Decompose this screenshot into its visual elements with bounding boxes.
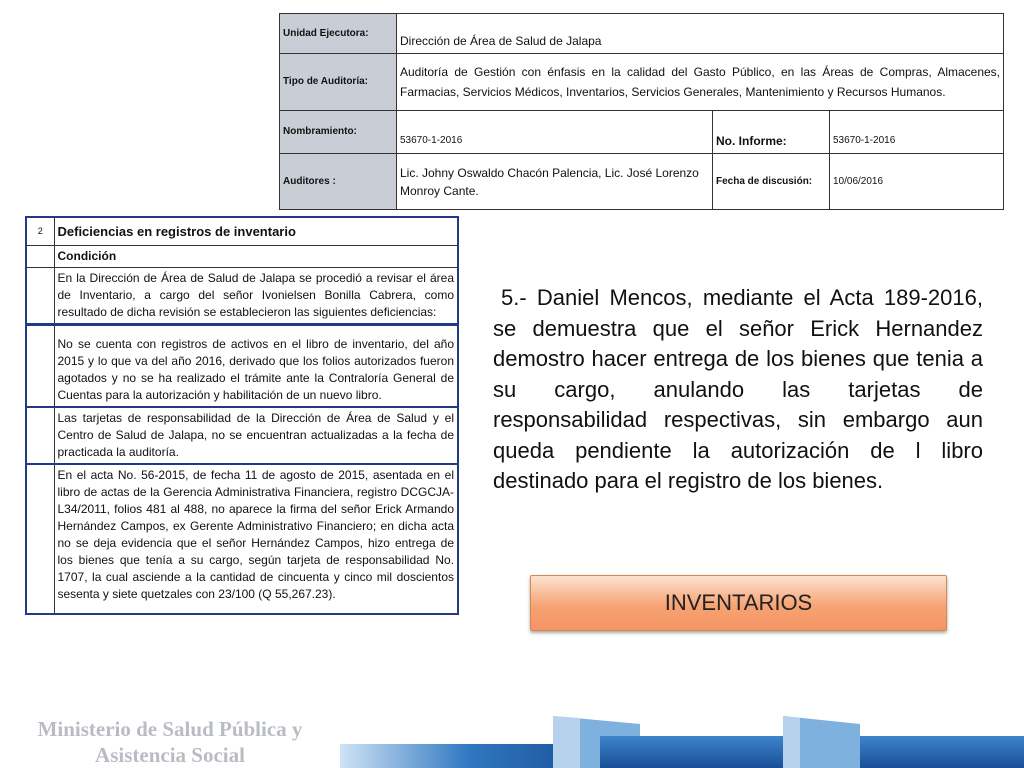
- empty-cell: [26, 245, 54, 267]
- ministry-line-2: Asistencia Social: [95, 743, 245, 767]
- empty-cell: [26, 407, 54, 464]
- auditores-value: Lic. Johny Oswaldo Chacón Palencia, Lic. José Lorenzo Monroy Cante.: [397, 154, 713, 210]
- nombramiento-value: 53670-1-2016: [397, 111, 713, 154]
- tipo-label: Tipo de Auditoría:: [280, 54, 397, 111]
- note-paragraph: [493, 283, 983, 497]
- deficiency-paragraph: No se cuenta con registros de activos en el libro de inventario, del año 2015 y lo que va del año 2016, derivado que los folios autorizados fueron agotados y no se ha realizado el trámite ante la Contraloría General de Cuentas para la autorización y habilitación de un nuevo libro.: [54, 324, 458, 407]
- deficiency-title: Deficiencias en registros de inventario: [54, 217, 458, 245]
- empty-cell: [26, 324, 54, 407]
- empty-cell: [26, 464, 54, 614]
- auditores-label: Auditores :: [280, 154, 397, 210]
- ministry-footer: [0, 716, 340, 768]
- condition-label: Condición: [54, 245, 458, 267]
- audit-info-table: [279, 13, 1004, 210]
- ministry-line-1: Ministerio de Salud Pública y: [37, 717, 303, 741]
- nombramiento-label: Nombramiento:: [280, 111, 397, 154]
- deficiency-table: [25, 216, 459, 615]
- inventarios-button[interactable]: INVENTARIOS: [530, 575, 947, 631]
- fecha-label: Fecha de discusión:: [713, 154, 830, 210]
- deficiency-paragraph: En la Dirección de Área de Salud de Jalapa se procedió a revisar el área de Inventario, a cargo del señor Ivonielsen Bonilla Cabrera, como resultado de dicha revisión se establecieron las siguientes deficiencias:: [54, 267, 458, 324]
- fecha-value: 10/06/2016: [830, 154, 1004, 210]
- empty-cell: [26, 267, 54, 324]
- unidad-label: Unidad Ejecutora:: [280, 14, 397, 54]
- informe-label: No. Informe:: [713, 111, 830, 154]
- deficiency-paragraph: En el acta No. 56-2015, de fecha 11 de agosto de 2015, asentada en el libro de actas de la Gerencia Administrativa Financiera, registro DCGCJA-L34/2011, folios 481 al 488, no aparece la firma del señor Erick Armando Hernández Campos, ex Gerente Administrativo Financiero; en dicha acta no se deja evidencia que el señor Hernández Campos, hizo entrega de los bienes que tenía a su cargo, según tarjeta de responsabilidad No. 1707, la cual asciende a la cantidad de cincuenta y cinco mil doscientos sesenta y siete quetzales con 23/100 (Q 55,267.23).: [54, 464, 458, 614]
- informe-value: 53670-1-2016: [830, 111, 1004, 154]
- deficiency-paragraph: Las tarjetas de responsabilidad de la Dirección de Área de Salud y el Centro de Salud de Jalapa, no se encuentran actualizadas a la fecha de practicada la auditoría.: [54, 407, 458, 464]
- deficiency-number: 2: [26, 217, 54, 245]
- unidad-value: Dirección de Área de Salud de Jalapa: [397, 14, 1004, 54]
- tipo-value: Auditoría de Gestión con énfasis en la calidad del Gasto Público, en las Áreas de Compras, Almacenes, Farmacias, Servicios Médicos, Inventarios, Servicios Generales, Mantenimiento y Recursos Humanos.: [397, 54, 1004, 111]
- note-text: 5.- Daniel Mencos, mediante el Acta 189-2016, se demuestra que el señor Erick Hernandez demostro hacer entrega de los bienes que tenia a su cargo, anulando las tarjetas de responsabilidad respectivas, sin embargo aun queda pendiente la autorización de l libro destinado para el registro de los bienes.: [493, 285, 983, 493]
